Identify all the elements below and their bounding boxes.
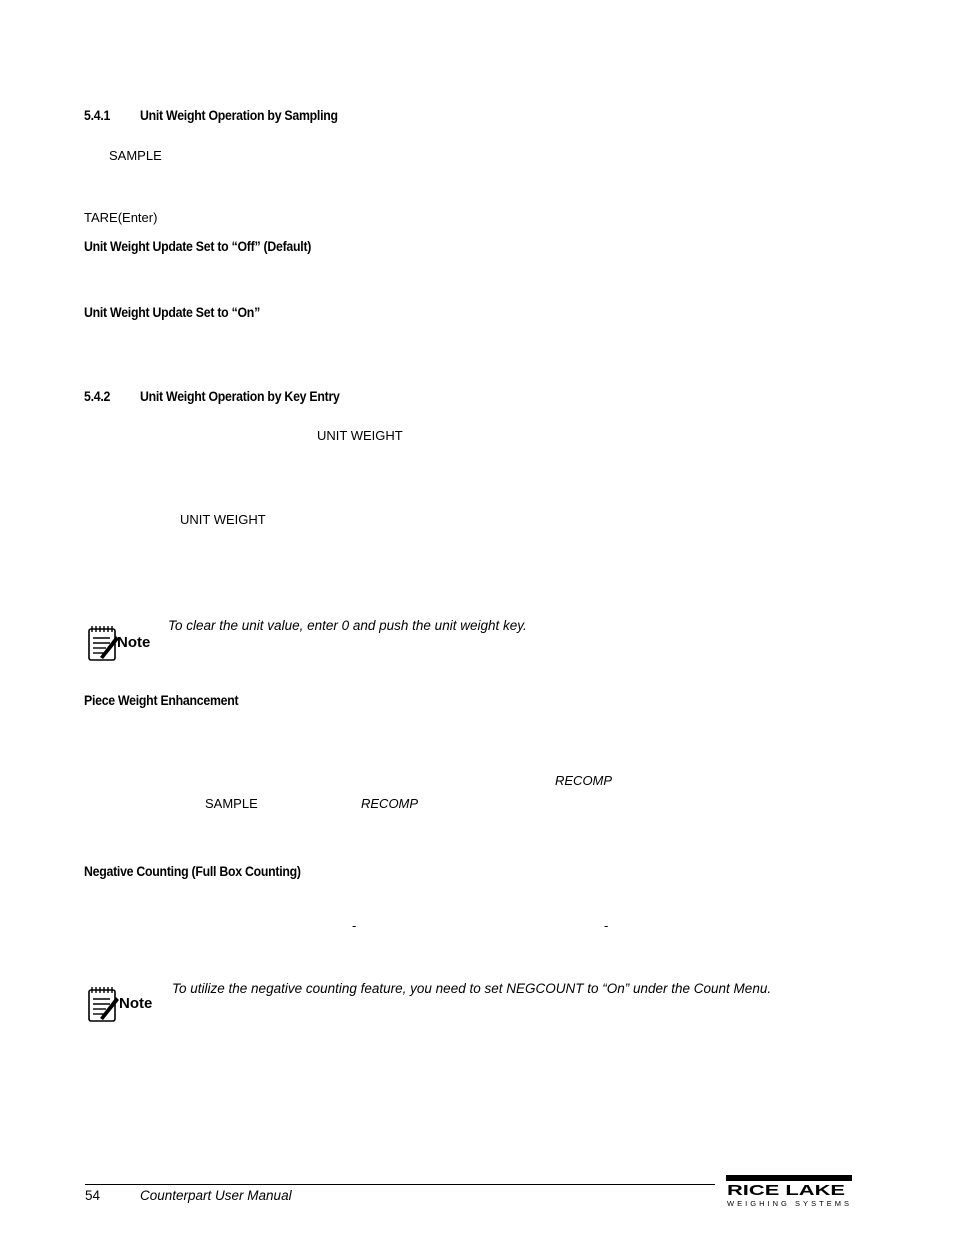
note-text: To utilize the negative counting feature, you need to set NEGCOUNT to “On” under the Count Menu. — [172, 981, 772, 996]
minus-sign: - — [604, 918, 609, 933]
logo-main-text: RICE LAKE — [727, 1182, 845, 1199]
logo-sub-text: WEIGHING SYSTEMS — [727, 1199, 849, 1208]
tare-enter-key-label: TARE(Enter) — [84, 210, 158, 225]
update-off-heading: Unit Weight Update Set to “Off” (Default) — [84, 238, 312, 254]
note-label: Note — [119, 995, 153, 1012]
sample-key-label: SAMPLE — [109, 148, 162, 163]
unit-weight-key-label: UNIT WEIGHT — [317, 428, 403, 443]
note-icon — [86, 985, 158, 1025]
section-title-541: Unit Weight Operation by Sampling — [140, 107, 338, 123]
unit-weight-key-label: UNIT WEIGHT — [180, 512, 266, 527]
recomp-label: RECOMP — [555, 773, 613, 788]
footer-rule — [85, 1184, 715, 1185]
section-number-542: 5.4.2 — [84, 388, 111, 404]
negative-counting-heading: Negative Counting (Full Box Counting) — [84, 863, 301, 879]
section-title-542: Unit Weight Operation by Key Entry — [140, 388, 340, 404]
note-label: Note — [117, 634, 151, 651]
minus-sign: - — [352, 918, 357, 933]
page-number: 54 — [85, 1188, 101, 1203]
note-icon — [86, 624, 158, 664]
manual-title: Counterpart User Manual — [140, 1188, 292, 1203]
sample-key-label: SAMPLE — [205, 796, 258, 811]
section-number-541: 5.4.1 — [84, 107, 111, 123]
recomp-label: RECOMP — [361, 796, 419, 811]
rice-lake-logo — [726, 1175, 852, 1209]
update-on-heading: Unit Weight Update Set to “On” — [84, 304, 260, 320]
piece-weight-heading: Piece Weight Enhancement — [84, 692, 239, 708]
note-text: To clear the unit value, enter 0 and push the unit weight key. — [168, 618, 527, 633]
